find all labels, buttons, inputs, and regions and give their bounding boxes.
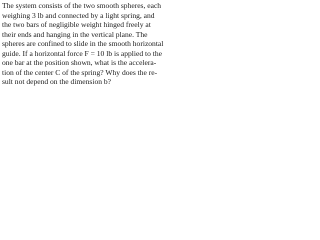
problem-line: their ends and hanging in the vertical plane. The — [2, 29, 148, 39]
problem-line: the two bars of negligible weight hinged freely at — [2, 20, 151, 30]
problem-line: tion of the center C of the spring? Why does the re- — [2, 67, 158, 77]
problem-line: The system consists of the two smooth spheres, each — [2, 1, 162, 10]
problem-line: weighing 3 lb and connected by a light spring, and — [2, 10, 155, 20]
problem-line: one bar at the position shown, what is the accelera- — [2, 58, 157, 68]
page — [0, 0, 200, 97]
problem-line: guide. If a horizontal force F = 10 lb is applied to the — [2, 48, 162, 58]
problem-line: spheres are confined to slide in the smooth horizontal — [2, 39, 164, 49]
problem-line: sult not depend on the dimension b? — [2, 77, 111, 87]
problem-statement — [2, 1, 198, 87]
